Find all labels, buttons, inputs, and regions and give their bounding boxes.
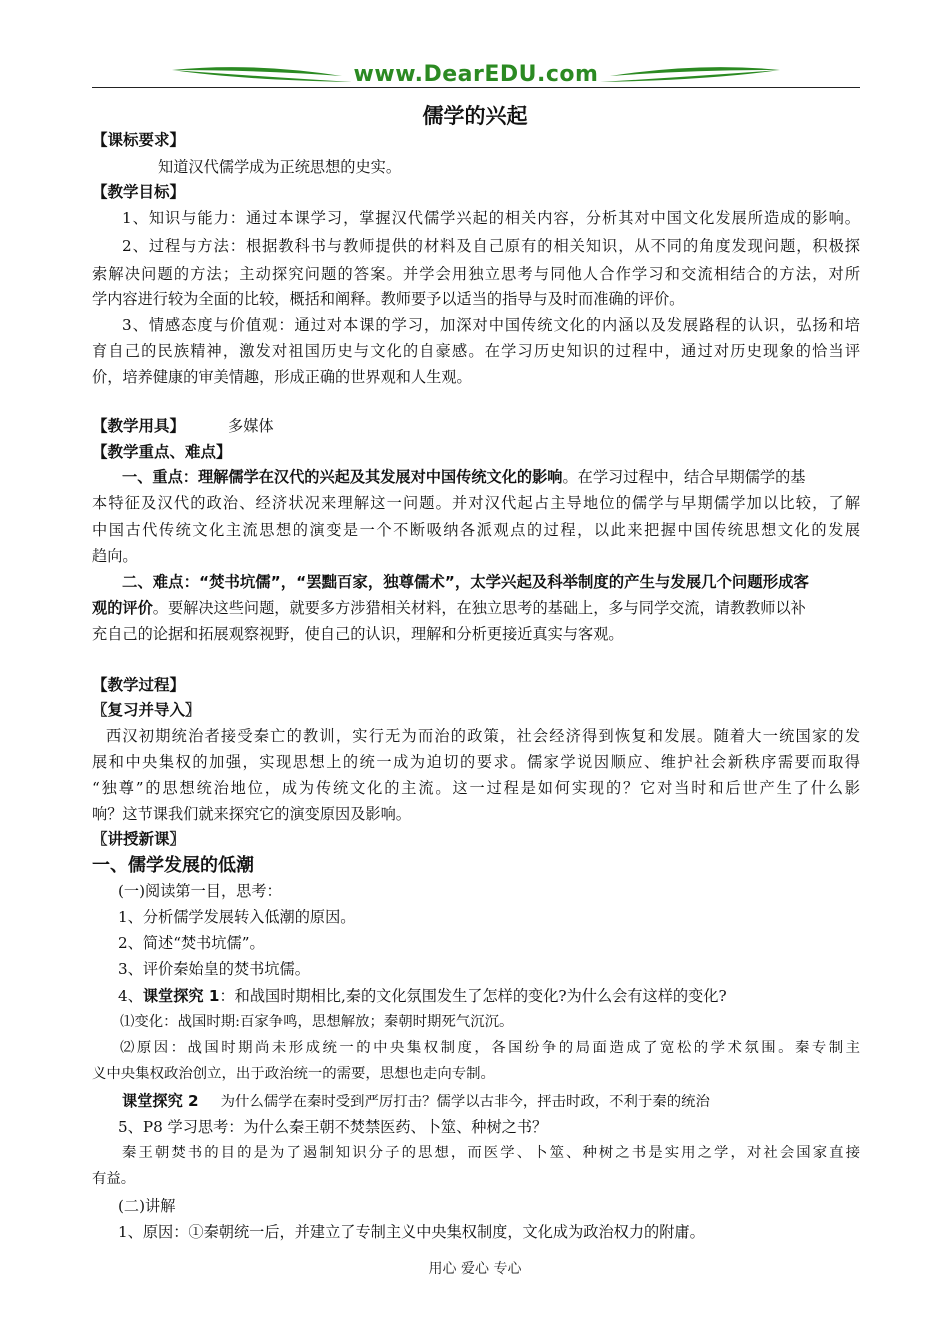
- nandian-bold-tail: 观的评价: [92, 599, 153, 617]
- q4-bold: 课堂探究 1: [142, 987, 220, 1005]
- mubiao-line: 1、知识与能力：通过本课学习，掌握汉代儒学兴起的相关内容，分析其对中国文化发展所造成的影响。: [122, 209, 860, 227]
- yongju-heading: 【教学用具】: [92, 417, 186, 435]
- zhongdian-p1-rest: 。在学习过程中，结合早期儒学的基: [562, 468, 806, 486]
- mubiao-line: 索解决问题的方法；主动探究问题的答案。并学会用独立思考与同他人合作学习和交流相结合的方法，对所: [92, 265, 860, 283]
- fuxi-heading: 〖复习并导入〗: [92, 701, 201, 719]
- mubiao-line: 价，培养健康的审美情趣，形成正确的世界观和人生观。: [92, 368, 472, 386]
- zhongdian-p1: [122, 465, 860, 491]
- tanjiu-2: [122, 1089, 860, 1116]
- zhongdian-p1-bold: 一、重点：理解儒学在汉代的兴起及其发展对中国传统文化的影响: [122, 468, 563, 486]
- nandian-last: 充自己的论据和拓展观察视野，使自己的认识，理解和分析更接近真实与客观。: [92, 625, 624, 643]
- q5-answer-1: 秦王朝焚书的目的是为了遏制知识分子的思想，而医学、卜筮、种树之书是实用之学，对社会国家直接: [122, 1145, 860, 1161]
- header-rule: [92, 87, 860, 88]
- q4-answer-1: ⑴变化：战国时期:百家争鸣，思想解放；秦朝时期死气沉沉。: [120, 1014, 514, 1030]
- page-title: 儒学的兴起: [422, 104, 528, 128]
- yongju-value: 多媒体: [228, 417, 274, 435]
- page-footer: 用心 爱心 专心: [428, 1261, 522, 1277]
- tanjiu-2-bold: 课堂探究 2: [122, 1092, 199, 1110]
- kebiao-text: 知道汉代儒学成为正统思想的史实。: [158, 158, 401, 176]
- list-item: (一)阅读第一目，思考：: [118, 882, 282, 900]
- question-4: [118, 984, 858, 1010]
- q4-rest: ：和战国时期相比,秦的文化氛围发生了怎样的变化?为什么会有这样的变化?: [219, 987, 727, 1005]
- site-logo-text: www.DearEDU.com: [353, 62, 599, 87]
- q4-answer-3: 义中央集权政治创立，出于政治统一的需要，思想也走向专制。: [92, 1066, 495, 1082]
- fuxi-line: “独尊”的思想统治地位，成为传统文化的主流。这一过程是如何实现的？它对当时和后世产生了什么影: [92, 779, 860, 797]
- nandian-rest: 。要解决这些问题，就要多方涉猎相关材料，在独立思考的基础上，多与同学交流，请教教师以补: [152, 599, 806, 617]
- list-item: 1、分析儒学发展转入低潮的原因。: [118, 908, 356, 926]
- kebiao-heading: 【课标要求】: [92, 131, 186, 149]
- q4-prefix: 4、: [118, 987, 143, 1005]
- fuxi-line: 展和中央集权的加强，实现思想上的统一成为迫切的要求。儒家学说因顺应、维护社会新秩序需要而取得: [92, 753, 860, 771]
- nandian-bold-line: 二、难点：“焚书坑儒”，“罢黜百家，独尊儒术”，太学兴起及科举制度的产生与发展几个问题形成客: [122, 573, 809, 591]
- zhongdian-line: 趋向。: [92, 547, 138, 565]
- mubiao-line: 2、过程与方法：根据教科书与教师提供的材料及自己原有的相关知识，从不同的角度发现问题，积极探: [122, 237, 860, 255]
- jiangjie-heading: (二)讲解: [118, 1197, 176, 1215]
- mubiao-line: 学内容进行较为全面的比较，概括和阐释。教师要予以适当的指导与及时而准确的评价。: [92, 290, 685, 308]
- jiangshou-heading: 〖讲授新课〗: [92, 830, 186, 848]
- fuxi-line: 西汉初期统治者接受秦亡的教训，实行无为而治的政策，社会经济得到恢复和发展。随着大一统国家的发: [106, 727, 860, 745]
- zhongdian-line: 中国古代传统文化主流思想的演变是一个不断吸纳各派观点的过程，以此来把握中国传统思想文化的发展: [92, 521, 860, 539]
- mubiao-line: 育自己的民族精神，激发对祖国历史与文化的自豪感。在学习历史知识的过程中，通过对历史现象的恰当评: [92, 342, 860, 360]
- zhongdian-heading: 【教学重点、难点】: [92, 443, 232, 461]
- reason-line: 1、原因：①秦朝统一后，并建立了专制主义中央集权制度，文化成为政治权力的附庸。: [118, 1223, 705, 1241]
- nandian-p2: [92, 596, 860, 622]
- list-item: 3、评价秦始皇的焚书坑儒。: [118, 960, 310, 978]
- q5-answer-2: 有益。: [92, 1171, 136, 1187]
- mubiao-line: 3、情感态度与价值观：通过对本课的学习，加深对中国传统文化的内涵以及发展路程的认识，弘扬和培: [122, 316, 860, 334]
- q4-answer-2: ⑵原因：战国时期尚未形成统一的中央集权制度，各国纷争的局面造成了宽松的学术氛围。秦专制主: [120, 1040, 860, 1056]
- tanjiu-2-rest: 为什么儒学在秦时受到严厉打击？儒学以古非今，抨击时政，不利于秦的统治: [220, 1094, 710, 1110]
- fuxi-line: 响？这节课我们就来探究它的演变原因及影响。: [92, 805, 411, 823]
- zhongdian-line: 本特征及汉代的政治、经济状况来理解这一问题。并对汉代起占主导地位的儒学与早期儒学加以比较，了解: [92, 494, 860, 512]
- question-5: 5、P8 学习思考：为什么秦王朝不焚禁医药、卜筮、种树之书？: [118, 1118, 548, 1136]
- guocheng-heading: 【教学过程】: [92, 676, 186, 694]
- list-item: 2、简述“焚书坑儒”。: [118, 934, 265, 952]
- mubiao-heading: 【教学目标】: [92, 183, 186, 201]
- section-heading: 一、儒学发展的低潮: [92, 855, 254, 876]
